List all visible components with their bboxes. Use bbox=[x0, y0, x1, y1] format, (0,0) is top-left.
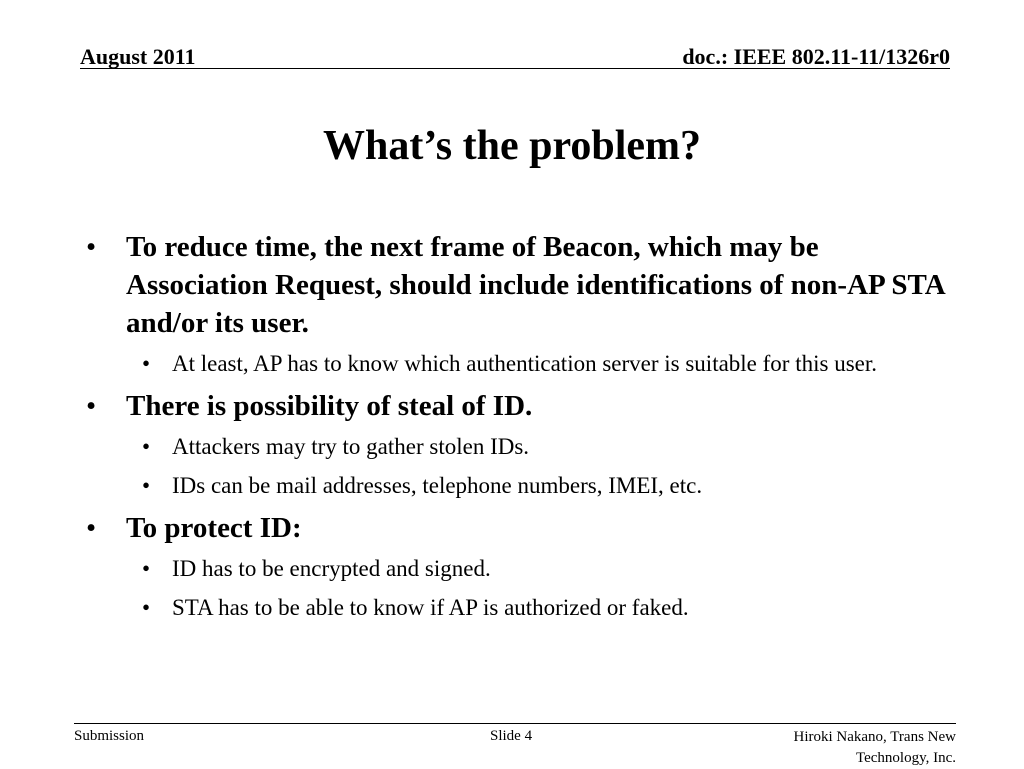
sub-bullet-2-2-text: IDs can be mail addresses, telephone numbers, IMEI, etc. bbox=[172, 473, 703, 498]
bullet-icon: • bbox=[142, 351, 151, 376]
bullet-icon: • bbox=[142, 556, 151, 581]
header-doc-id: doc.: IEEE 802.11-11/1326r0 bbox=[682, 44, 950, 69]
slide-title: What’s the problem? bbox=[323, 123, 701, 169]
sub-bullet-3-1-text: ID has to be encrypted and signed. bbox=[172, 556, 491, 581]
bullet-icon: • bbox=[142, 473, 151, 498]
sub-bullet-2-2 bbox=[80, 470, 950, 501]
sub-bullet-2-1-text: Attackers may try to gather stolen IDs. bbox=[172, 434, 530, 459]
bullet-2 bbox=[80, 387, 950, 425]
bullet-icon: • bbox=[86, 390, 97, 422]
footer-author: Hiroki Nakano, Trans New Technology, Inc. bbox=[793, 729, 956, 766]
bullet-3-text: To protect ID: bbox=[126, 512, 302, 544]
bullet-icon: • bbox=[142, 434, 151, 459]
sub-bullet-2-1 bbox=[80, 431, 950, 462]
bullet-icon: • bbox=[86, 231, 97, 263]
sub-bullet-3-2 bbox=[80, 592, 950, 623]
footer-submission: Submission bbox=[74, 728, 145, 744]
sub-bullet-3-2-text: STA has to be able to know if AP is authorized or faked. bbox=[172, 595, 689, 620]
sub-bullet-3-1 bbox=[80, 553, 950, 584]
bullet-1 bbox=[80, 228, 950, 342]
bullet-1-text: To reduce time, the next frame of Beacon, which may be Association Request, should include identifications of non-AP STA and/or its user. bbox=[126, 231, 945, 339]
bullet-icon: • bbox=[142, 595, 151, 620]
header-date: August 2011 bbox=[80, 44, 196, 69]
bullet-2-text: There is possibility of steal of ID. bbox=[126, 390, 533, 422]
sub-bullet-1-1-text: At least, AP has to know which authentication server is suitable for this user. bbox=[172, 351, 877, 376]
bullet-list bbox=[80, 228, 950, 631]
footer-slide-number: Slide 4 bbox=[490, 728, 533, 744]
header-rule bbox=[80, 68, 950, 69]
sub-bullet-1-1 bbox=[80, 348, 950, 379]
bullet-icon: • bbox=[86, 512, 97, 544]
footer-rule bbox=[74, 723, 956, 724]
bullet-3 bbox=[80, 509, 950, 547]
